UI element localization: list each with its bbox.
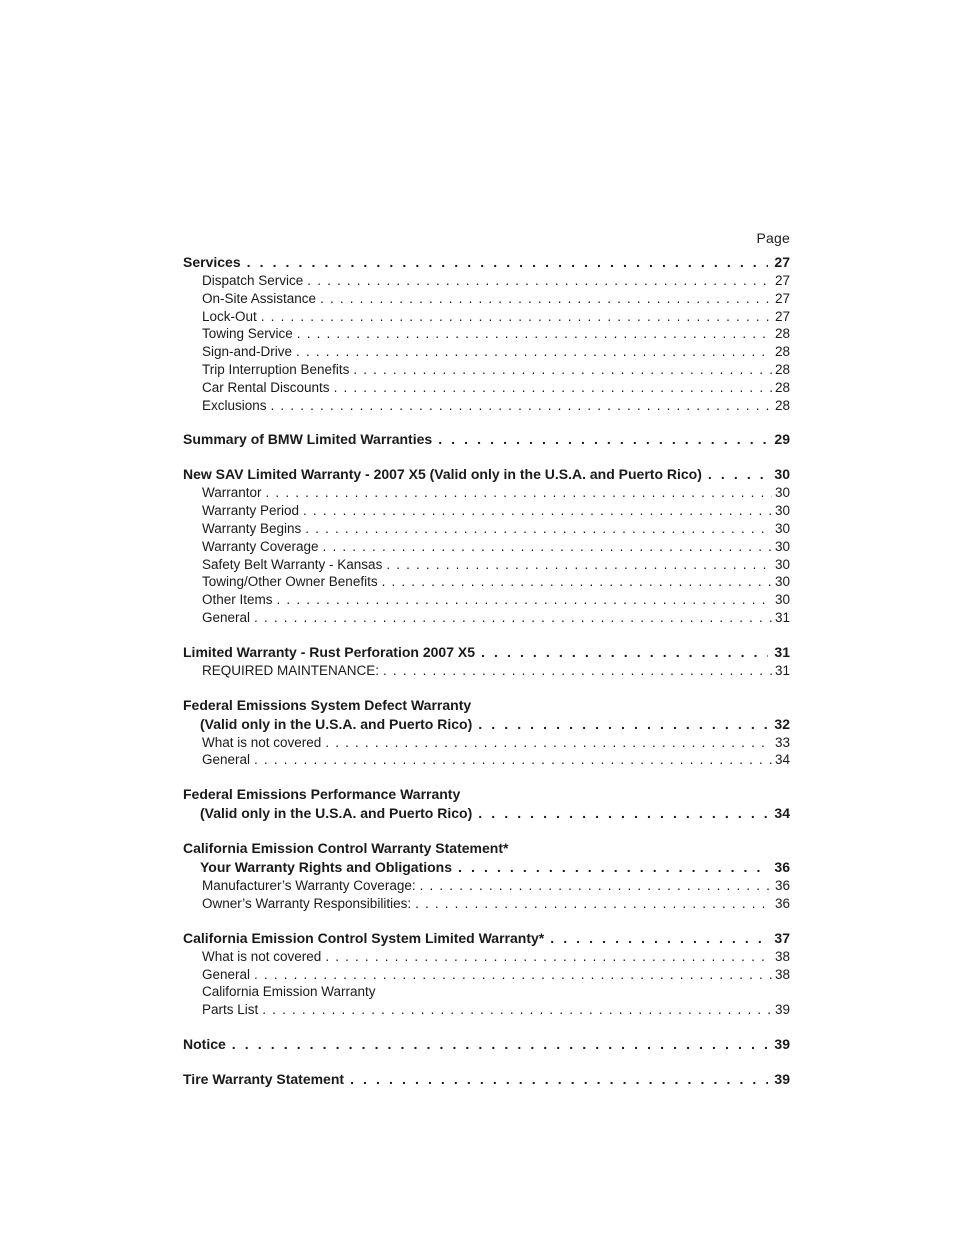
toc-title: Manufacturer’s Warranty Coverage: [202,878,416,894]
dot-leader [303,502,772,520]
dot-leader [323,538,772,556]
toc-page: 28 [774,397,790,413]
toc-page: 32 [774,715,790,732]
toc-title: Limited Warranty - Rust Perforation 2007 X5 [183,643,475,660]
toc-entry-towingother[interactable] [183,573,790,591]
dot-leader [271,397,772,415]
toc-page: 36 [774,859,790,876]
dot-leader [325,734,772,752]
toc-page: 38 [774,966,790,982]
toc-entry-signdrive[interactable] [183,343,790,361]
toc-title: Sign-and-Drive [202,344,293,360]
dot-leader [254,609,772,627]
toc-page: 27 [774,254,790,270]
toc-entry-safety[interactable] [183,556,790,574]
toc-title: Trip Interruption Benefits [202,361,350,377]
toc-title: Exclusions [202,397,267,413]
dot-leader [386,556,772,574]
toc-page: 30 [774,592,790,608]
toc-page: 36 [774,878,790,894]
toc-page: 39 [774,1035,790,1052]
toc-title: Your Warranty Rights and Obligations [200,859,453,876]
toc-entry-notcovered-2[interactable] [183,948,790,966]
toc-page: 31 [774,662,790,678]
dot-leader [382,573,772,591]
dot-leader [297,325,772,343]
toc-title: Tire Warranty Statement [183,1070,345,1087]
toc-entry-required[interactable] [183,662,790,680]
toc-title: Summary of BMW Limited Warranties [183,431,433,448]
dot-leader [247,253,769,272]
toc-title: General [202,752,251,768]
toc-page: 38 [774,948,790,964]
toc-page: 30 [774,574,790,590]
toc-page: 30 [774,466,790,483]
toc-entry-rust[interactable] [183,643,790,662]
toc-title: California Emission Control System Limited Warranty* [183,929,545,946]
toc-title: General [202,609,251,625]
toc-page: 33 [774,734,790,750]
dot-leader [325,948,772,966]
toc-entry-trip[interactable] [183,361,790,379]
toc-title: On-Site Assistance [202,290,317,306]
toc-entry-lockout[interactable] [183,308,790,326]
toc-title: Safety Belt Warranty - Kansas [202,556,383,572]
toc-page: 31 [774,609,790,625]
toc-title: Parts List [202,1002,259,1018]
toc-page: 31 [774,643,790,660]
dot-leader [334,379,772,397]
toc-title: (Valid only in the U.S.A. and Puerto Rico) [200,805,473,822]
dot-leader [277,591,772,609]
dot-leader [266,484,772,502]
toc-title: Notice [183,1035,226,1052]
toc-page: 28 [774,361,790,377]
dot-leader [305,520,772,538]
toc-title: What is not covered [202,734,322,750]
toc-entry-tire[interactable] [183,1070,790,1089]
page-column-label: Page [756,230,790,246]
toc-title: Warrantor [202,485,262,501]
dot-leader [420,877,772,895]
toc-entry-period[interactable] [183,502,790,520]
dot-leader [438,430,768,449]
table-of-contents [183,253,790,1089]
dot-leader [262,1001,772,1019]
toc-page: 28 [774,326,790,342]
toc-title: New SAV Limited Warranty - 2007 X5 (Valid only in the U.S.A. and Puerto Rico) [183,466,702,483]
toc-page: 30 [774,538,790,554]
dot-leader [481,643,768,662]
toc-heading-line: Federal Emissions Performance Warranty [183,786,461,803]
toc-entry-mfr[interactable] [183,877,790,895]
toc-heading-line: Federal Emissions System Defect Warranty [183,696,472,713]
dot-leader [232,1035,769,1054]
dot-leader [307,272,772,290]
toc-entry-exclusions[interactable] [183,397,790,415]
toc-title: Warranty Coverage [202,538,319,554]
toc-title: Car Rental Discounts [202,379,330,395]
dot-leader [550,929,768,948]
toc-entry-begins[interactable] [183,520,790,538]
toc-title: Warranty Begins [202,520,302,536]
toc-entry-cal-system[interactable] [183,929,790,948]
toc-page: 28 [774,344,790,360]
dot-leader [708,465,769,484]
toc-entry-general-3[interactable] [183,966,790,984]
toc-page: 36 [774,895,790,911]
toc-entry-newsav[interactable] [183,465,790,484]
dot-leader [320,290,772,308]
toc-subheading-line: California Emission Warranty [202,984,376,1000]
dot-leader [478,715,768,734]
toc-title: Towing/Other Owner Benefits [202,574,378,590]
toc-title: General [202,966,251,982]
toc-entry-coverage[interactable] [183,538,790,556]
toc-entry-towing[interactable] [183,325,790,343]
dot-leader [254,751,772,769]
toc-page: 39 [774,1070,790,1087]
toc-page: 27 [774,290,790,306]
dot-leader [254,966,772,984]
dot-leader [353,361,772,379]
toc-page: 39 [774,1002,790,1018]
toc-entry-summary[interactable] [183,430,790,449]
toc-title: Lock-Out [202,308,257,324]
toc-title: Services [183,254,241,270]
dot-leader [261,308,772,326]
toc-title: Dispatch Service [202,273,304,288]
toc-title: (Valid only in the U.S.A. and Puerto Rico) [200,715,473,732]
dot-leader [478,804,768,823]
toc-page: 30 [774,520,790,536]
toc-entry-notcovered-1[interactable] [183,734,790,752]
toc-title: REQUIRED MAINTENANCE: [202,662,380,678]
toc-entry-parts-list[interactable] [183,1001,790,1019]
toc-entry-onsite[interactable] [183,290,790,308]
dot-leader [383,662,772,680]
toc-entry-dispatch[interactable] [183,272,790,290]
toc-page: 27 [774,308,790,324]
toc-entry-federal-defect[interactable] [183,715,790,734]
toc-entry-federal-performance[interactable] [183,804,790,823]
toc-entry-otheritems[interactable] [183,591,790,609]
toc-heading-line: California Emission Control Warranty Statement* [183,840,509,857]
toc-page: 37 [774,929,790,946]
dot-leader [458,858,768,877]
toc-entry-warrantor[interactable] [183,484,790,502]
toc-entry-owner[interactable] [183,895,790,913]
toc-page: 34 [774,805,790,822]
toc-title: What is not covered [202,948,322,964]
toc-entry-notice[interactable] [183,1035,790,1054]
toc-page: 29 [774,431,790,448]
toc-entry-rental[interactable] [183,379,790,397]
dot-leader [350,1070,768,1089]
dot-leader [415,895,772,913]
toc-title: Owner’s Warranty Responsibilities: [202,895,412,911]
toc-page: 30 [774,556,790,572]
toc-entry-general-2[interactable] [183,751,790,769]
toc-title: Towing Service [202,326,293,342]
toc-page: 30 [774,485,790,501]
toc-entry-services[interactable] [183,253,790,272]
toc-page: 28 [774,379,790,395]
toc-page: 34 [774,752,790,768]
toc-page: 27 [774,273,790,288]
toc-entry-cal-statement[interactable] [183,858,790,877]
toc-title: Other Items [202,592,273,608]
toc-page: 30 [774,503,790,519]
dot-leader [296,343,772,361]
toc-title: Warranty Period [202,503,300,519]
toc-entry-general-1[interactable] [183,609,790,627]
